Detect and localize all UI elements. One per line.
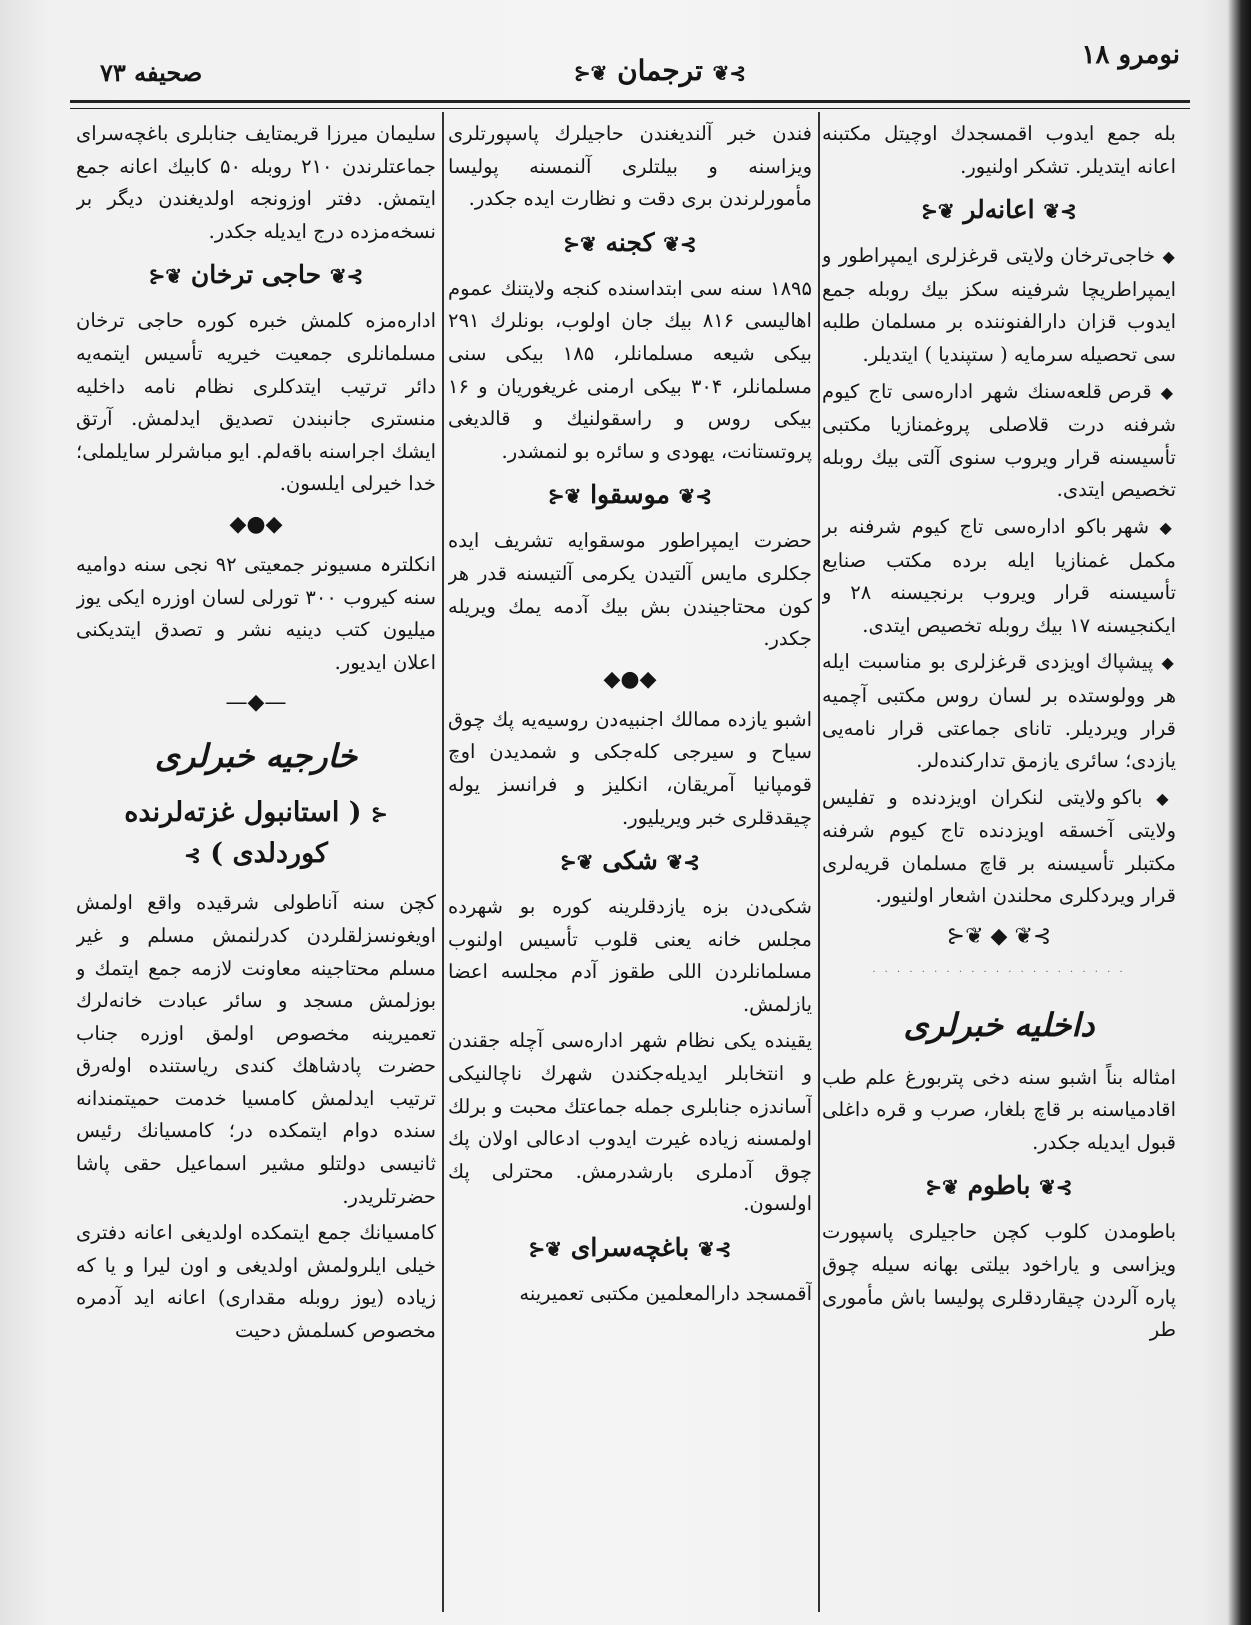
ornament-icon: ⊱❦ bbox=[329, 264, 364, 289]
ornament-icon: ⊱❦ bbox=[712, 61, 747, 85]
diamond-bullet-icon: ◆ bbox=[1156, 788, 1176, 808]
paragraph: اشبو یازده ممالك اجنبیه‌دن روسیه‌یه پك چوق سیاح و سیرجی کله‌جکی و شمدیدن اوچ قومپانیا آمریقان، انکلیز و فرانسز یوله چیقدقلری خبر ویریلیور. bbox=[448, 707, 812, 829]
issue-number: نومرو ۱۸ bbox=[1081, 40, 1180, 70]
diamond-bullet-icon: ◆ bbox=[1159, 517, 1176, 537]
section-heading-baghche: ⊱❦ باغچه‌سرای ❦⊰ bbox=[528, 1233, 732, 1263]
page-edge-shadow bbox=[1227, 0, 1251, 1625]
ornament-icon: ⊱❦ bbox=[1043, 199, 1077, 224]
ornament-icon: ❦⊰ bbox=[559, 850, 594, 875]
ornament-icon: ⊱❦ bbox=[663, 231, 697, 256]
paragraph: ◆ پیشپاك اویزدی قرغزلری بو مناسبت ایله هر وولوستده بر لسان روس مکتبی آچمیه قرار ویردیلر. تانای جماعتی قرار نامه‌یی یازدی؛ سائری یازمق تدارکنده‌لر. bbox=[822, 650, 1176, 773]
paragraph: یقینده یکی نظام شهر اداره‌سی آچله جقندن و انتخابلر ایدیله‌جکندن شهرك ناچالنیکی آساندزه جنابلری جمله جماعتك محبت و برلك اولمسنه زیاده غیرت ایدوب ادعالی اولان پك چوق آدملری بارشدرمش. محترلی پك اولسون. bbox=[448, 1029, 812, 1216]
paragraph: ◆ خاجی‌ترخان ولایتی قرغزلری ایمپراطور و ایمپراطریچا شرفینه سکز بیك روبله جمع ایدوب قزان دارالفنوننده بر مسلمان طلبه سی تحصیله سرمایه ( ستپندیا ) ایتدیلر. bbox=[822, 244, 1176, 366]
ornament-icon: ❦⊰ bbox=[148, 264, 183, 289]
section-heading-sheki: ⊱❦ شکی ❦⊰ bbox=[559, 846, 701, 876]
paragraph: ◆ قرص قلعه‌سنك شهر اداره‌سی تاج کیوم شرفنه درت قلاصلی پروغمنازیا مکتبی تأسیسنه قرار ویروب سنوی آلتی بیك روبله تخصیص ایتدی. bbox=[822, 379, 1176, 502]
dotted-rule: · · · · · · · · · · · · · · · · · · · · · bbox=[872, 967, 1126, 979]
ornament-icon: ⊱ bbox=[184, 843, 201, 868]
ornament-icon: ⊱❦ bbox=[1039, 1175, 1073, 1200]
paragraph: ◆ شهر باکو اداره‌سی تاج کیوم شرفنه بر مکمل غمنازیا ایله برده مکتب صنایع تأسیسنه قرار ویروب برنجیسنه ۲۸ و ایکنجیسنه ۱۷ بیك روبله تخصیص ایتدی. bbox=[822, 514, 1176, 637]
column-left bbox=[76, 118, 436, 1608]
header-rule-thin bbox=[70, 108, 1190, 109]
ornament-icon: ❦⊰ bbox=[528, 1237, 563, 1262]
masthead bbox=[550, 54, 770, 87]
paragraph: انکلترہ مسیونر جمعیتی ۹۲ نجی سنه دوامیه سنه کیروب ۳۰۰ تورلی لسان اوزره ایکی یوز میلیون کتب دینیه نشر و تصدق ایتدیکنی اعلان ایدیور. bbox=[76, 552, 436, 674]
masthead-title: ترجمان bbox=[617, 54, 703, 87]
ornament-icon: ❦⊰ bbox=[563, 231, 597, 256]
section-heading-khariciye: خارجیه خبرلری bbox=[154, 737, 358, 776]
section-heading-batum: ⊱❦ باطوم ❦⊰ bbox=[925, 1171, 1073, 1201]
paragraph: کچن سنه آناطولی شرقیده واقع اولمش اویغونسزلقلردن کدرلنمش مسلم و غیر مسلم محتاجینه معاونت لازمه جمع ایتمك و بوزلمش مسجد و سائر عبادت خانه‌لرك تعمیرینه مخصوص اولمق اوزره جناب حضرت پادشاهك کندی ریاستنده اوله‌رق ترتیب ایدلمش کامسیا خدمت حمیتمندانه سنده دوام ایتمکده در؛ کامسیانك رئیس ثانیسی دولتلو مشیر اسماعیل حقی پاشا حضرتلریدر. bbox=[76, 891, 436, 1208]
column-divider bbox=[442, 112, 444, 1612]
section-heading-ganje: ⊱❦ کجنه ❦⊰ bbox=[563, 227, 697, 257]
ornament-icon: ⊰ bbox=[370, 802, 388, 827]
ornament-icon: ⊱❦ bbox=[697, 1237, 732, 1262]
ornament-icon: ❦⊰ bbox=[547, 484, 582, 509]
section-heading-aaneler: ⊱❦ اعانه‌لر ❦⊰ bbox=[921, 195, 1077, 225]
subheading-istanbul: ⊰ ( استانبول غزته‌لرنده کوردلدی ) ⊱ bbox=[124, 797, 388, 870]
diamond-bullet-icon: ◆ bbox=[1160, 382, 1176, 402]
page-number: صحیفه ۷۳ bbox=[100, 58, 203, 87]
paragraph: کامسیانك جمع ایتمکده اولدیغی اعانه دفتری خیلی ایلرولمش اولدیغی و اون لیرا و یا که زیاده (یوز روبله مقداری) اعانه اید آدمره مخصوص کسلمش دحیت bbox=[76, 1221, 436, 1343]
section-divider: —◆— bbox=[225, 690, 287, 716]
column-right bbox=[822, 118, 1176, 1608]
paragraph: اداره‌مزه کلمش خبره کوره حاجی ترخان مسلمانلری جمعیت خیریه تأسیس ایتمه‌یه دائر ترتیب ایتدکلری نظام نامه داخلیه منستری جانبندن تصدیق ایدلمش. آرتق ایشك اجراسنه باقه‌لم. ایو مباشرلر سایلملی؛ خدا خیرلی ایلسون. bbox=[76, 309, 436, 496]
section-divider: ◆●◆ bbox=[229, 511, 283, 537]
diamond-bullet-icon: ◆ bbox=[1162, 247, 1176, 267]
paragraph: ◆ باکو ولایتی لنکران اویزدنده و تفلیس ولایتی آخسقه اویزدنده تاج کیوم شرفنه مکتبلر تأسیسنه بر قاچ مسلمان قریه‌لری قرار ویردکلری محلندن اشعار اولنیور. bbox=[822, 785, 1176, 908]
paragraph: امثاله بناً اشبو سنه دخی پتربورغ علم طب اقادمیاسنه بر قاچ بلغار، صرب و قره داغلی قبول ایدیله جکدر. bbox=[822, 1065, 1176, 1154]
column-divider bbox=[818, 112, 820, 1612]
section-divider: ◆●◆ bbox=[603, 666, 657, 692]
column-middle bbox=[448, 118, 812, 1608]
ornament-icon: ❦⊰ bbox=[921, 199, 955, 224]
page-header bbox=[70, 40, 1180, 90]
section-heading-dakhiliye: داخلیه خبرلری bbox=[903, 1005, 1095, 1044]
paragraph: سلیمان میرزا قریمتایف جنابلری باغچه‌سرای جماعتلرندن ۲۱۰ روبله ۵۰ کابیك اعانه جمع ایتمش. دفتر اوزونجه اولدیغندن دیگر بر نسخه‌مزده درج ایدیله جکدر. bbox=[76, 122, 436, 243]
paragraph: باطومدن کلوب کچن حاجیلری پاسپورت ویزاسی و یاراخود بیلتی بهانه سیله چوق پاره آلردن چیقاردقلری پولیسا باش مأموری طر bbox=[822, 1220, 1176, 1342]
paragraph: حضرت ایمپراطور موسقوایه تشریف ایده جکلری مایس آلتیدن یکرمی آلتیسنه قدر هر کون محتاجیندن بش بیك آدمه یمك ویریله جکدر. bbox=[448, 529, 812, 651]
section-divider: ⊱❦ ◆ ❦⊰ bbox=[946, 924, 1052, 950]
diamond-bullet-icon: ◆ bbox=[1161, 653, 1176, 673]
paragraph: آقمسجد دارالمعلمین مکتبی تعمیرینه bbox=[519, 1282, 812, 1306]
ornament-icon: ❦⊰ bbox=[925, 1175, 959, 1200]
ornament-icon: ⊱❦ bbox=[678, 484, 713, 509]
paragraph: شکی‌دن بزه یازدقلرینه کوره بو شهرده مجلس خانه یعنی قلوب تأسیس اولنوب مسلمانلردن اللی طقوز آدم مجلسه اعضا یازلمش. bbox=[448, 895, 812, 1016]
section-heading-haji: ⊱❦ حاجی ترخان ❦⊰ bbox=[148, 260, 364, 290]
paragraph: فندن خبر آلندیغندن حاجیلرك پاسپورتلری ویزاسنه و بیلتلری آلنمسنه پولیسا مأمورلرندن بری دقت و نظارت ایده جکدر. bbox=[448, 122, 812, 211]
ornament-icon: ❦⊰ bbox=[573, 61, 608, 85]
paragraph: ۱۸۹۵ سنه سی ابتداسنده کنجه ولایتنك عموم اهالیسی ۸۱۶ بیك جان اولوب، بونلرك ۲۹۱ بیکی شیعه مسلمانلر، ۱۸۵ بیکی سنی مسلمانلر، ۳۰۴ بیکی ارمنی غریغوریان و ۱۶ بیکی روس و راسقولنیك و قالدیغی پروتستانت، یهودی و سائره بو لنمشدر. bbox=[448, 276, 812, 463]
section-heading-moskva: ⊱❦ موسقوا ❦⊰ bbox=[547, 480, 713, 510]
ornament-icon: ⊱❦ bbox=[666, 850, 701, 875]
paragraph: بله جمع ایدوب اقمسجدك اوچیتل مکتبنه اعانه ایتدیلر. تشکر اولنیور. bbox=[822, 122, 1176, 178]
header-rule bbox=[70, 100, 1190, 103]
